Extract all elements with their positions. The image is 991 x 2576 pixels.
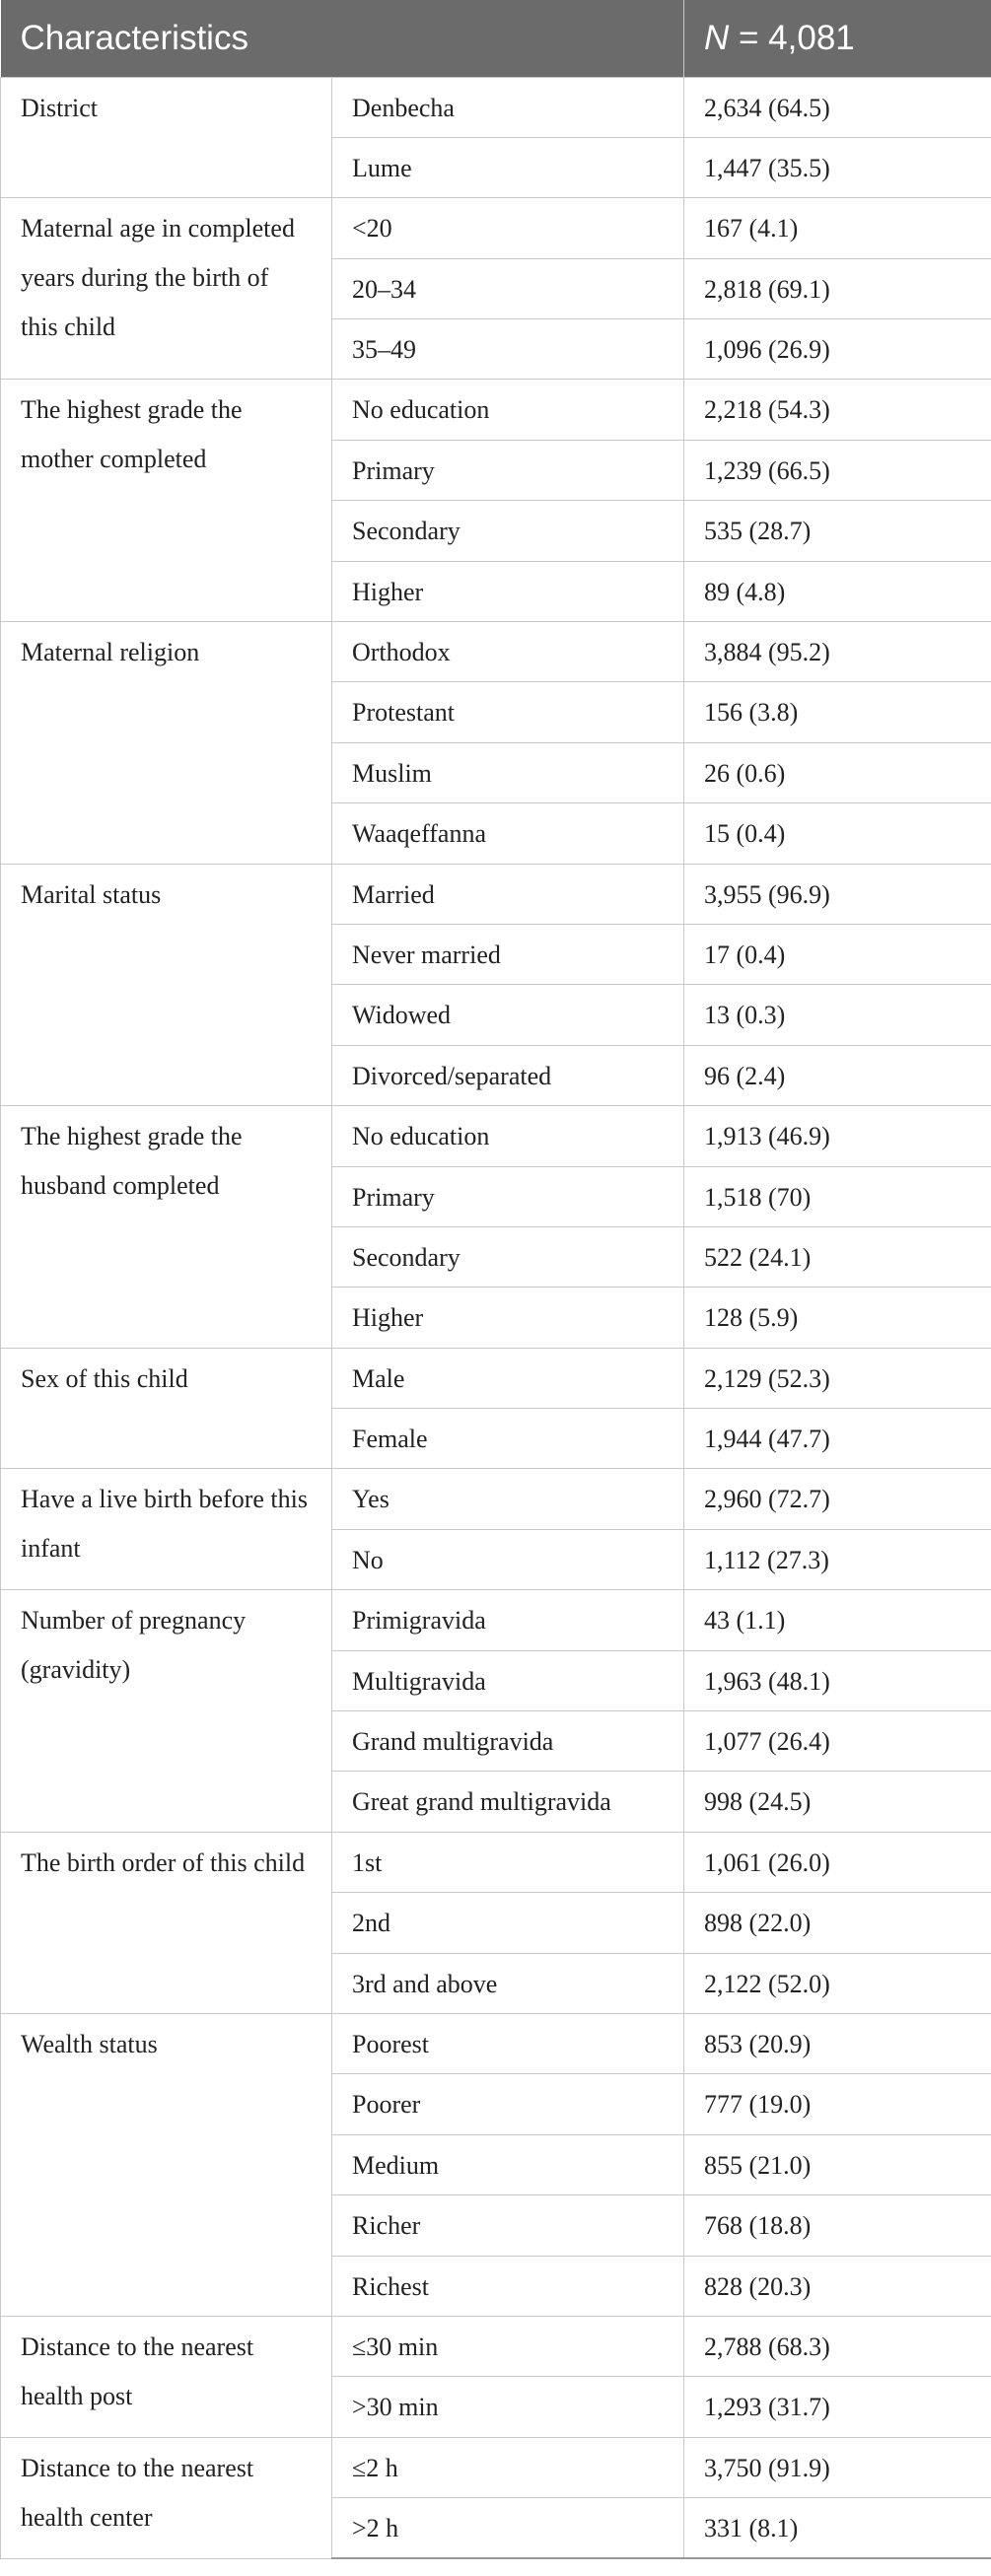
category-cell: Orthodox [332,622,684,682]
category-cell: 3rd and above [332,1953,684,2013]
table-row [1,1590,991,1650]
value-cell: 3,955 (96.9) [684,864,991,924]
value-cell: 26 (0.6) [684,742,991,802]
category-cell: Medium [332,2134,684,2194]
value-cell: 2,818 (69.1) [684,258,991,318]
characteristic-label: Maternal age in completed years during the birth of this child [1,198,332,380]
table-row [1,1348,991,1408]
value-cell: 2,960 (72.7) [684,1469,991,1529]
value-cell: 13 (0.3) [684,985,991,1045]
characteristic-label: Number of pregnancy (gravidity) [1,1590,332,1833]
value-cell: 1,096 (26.9) [684,319,991,380]
value-cell: 96 (2.4) [684,1045,991,1105]
category-cell: Married [332,864,684,924]
category-cell: Female [332,1409,684,1469]
category-cell: Poorer [332,2074,684,2134]
value-cell: 2,129 (52.3) [684,1348,991,1408]
characteristic-label: Sex of this child [1,1348,332,1469]
value-cell: 998 (24.5) [684,1772,991,1832]
category-cell: Great grand multigravida [332,1772,684,1832]
value-cell: 522 (24.1) [684,1226,991,1287]
value-cell: 43 (1.1) [684,1590,991,1650]
value-cell: 898 (22.0) [684,1893,991,1953]
category-cell: <20 [332,198,684,258]
table-body [1,77,991,2558]
table-row [1,1832,991,1892]
value-cell: 828 (20.3) [684,2256,991,2316]
table-row [1,1106,991,1166]
value-cell: 1,913 (46.9) [684,1106,991,1166]
category-cell: Richest [332,2256,684,2316]
value-cell: 2,218 (54.3) [684,380,991,440]
characteristic-label: District [1,77,332,198]
characteristic-label: Have a live birth before this infant [1,1469,332,1590]
category-cell: ≤30 min [332,2316,684,2376]
value-cell: 3,884 (95.2) [684,622,991,682]
value-cell: 777 (19.0) [684,2074,991,2134]
characteristic-label: Distance to the nearest health center [1,2437,332,2558]
value-cell: 17 (0.4) [684,924,991,984]
category-cell: Richer [332,2195,684,2256]
category-cell: Male [332,1348,684,1408]
category-cell: 2nd [332,1893,684,1953]
header-n-symbol: N [704,18,730,57]
value-cell: 535 (28.7) [684,501,991,561]
value-cell: 1,061 (26.0) [684,1832,991,1892]
value-cell: 1,112 (27.3) [684,1529,991,1589]
value-cell: 331 (8.1) [684,2498,991,2558]
category-cell: Lume [332,137,684,197]
header-n-value: = 4,081 [729,18,855,57]
table-row [1,864,991,924]
category-cell: Grand multigravida [332,1711,684,1772]
table-row [1,77,991,137]
category-cell: Waaqeffanna [332,803,684,864]
value-cell: 128 (5.9) [684,1288,991,1348]
value-cell: 855 (21.0) [684,2134,991,2194]
characteristic-label: The highest grade the husband completed [1,1106,332,1349]
value-cell: 1,963 (48.1) [684,1650,991,1710]
table-header-row [1,0,991,77]
category-cell: Primary [332,440,684,500]
category-cell: 20–34 [332,258,684,318]
value-cell: 1,239 (66.5) [684,440,991,500]
category-cell: Secondary [332,1226,684,1287]
category-cell: Primigravida [332,1590,684,1650]
value-cell: 3,750 (91.9) [684,2437,991,2497]
header-characteristics: Characteristics [1,0,684,77]
category-cell: Poorest [332,2014,684,2074]
category-cell: Protestant [332,682,684,742]
category-cell: ≤2 h [332,2437,684,2497]
value-cell: 1,077 (26.4) [684,1711,991,1772]
table-row [1,2437,991,2497]
table-row [1,1469,991,1529]
table-row [1,2316,991,2376]
category-cell: No education [332,1106,684,1166]
category-cell: Yes [332,1469,684,1529]
value-cell: 1,518 (70) [684,1166,991,1226]
category-cell: Higher [332,561,684,621]
characteristic-label: Marital status [1,864,332,1106]
category-cell: Multigravida [332,1650,684,1710]
value-cell: 2,634 (64.5) [684,77,991,137]
value-cell: 156 (3.8) [684,682,991,742]
category-cell: No [332,1529,684,1589]
characteristic-label: Wealth status [1,2014,332,2317]
header-sample-size [684,0,991,77]
value-cell: 1,293 (31.7) [684,2377,991,2437]
value-cell: 89 (4.8) [684,561,991,621]
category-cell: >2 h [332,2498,684,2558]
table-row [1,198,991,258]
category-cell: No education [332,380,684,440]
value-cell: 853 (20.9) [684,2014,991,2074]
value-cell: 167 (4.1) [684,198,991,258]
category-cell: Divorced/separated [332,1045,684,1105]
value-cell: 15 (0.4) [684,803,991,864]
category-cell: Widowed [332,985,684,1045]
value-cell: 2,122 (52.0) [684,1953,991,2013]
category-cell: Never married [332,924,684,984]
characteristic-label: The highest grade the mother completed [1,380,332,622]
category-cell: Higher [332,1288,684,1348]
characteristic-label: Distance to the nearest health post [1,2316,332,2437]
category-cell: Primary [332,1166,684,1226]
category-cell: Denbecha [332,77,684,137]
category-cell: 35–49 [332,319,684,380]
category-cell: Secondary [332,501,684,561]
value-cell: 1,447 (35.5) [684,137,991,197]
category-cell: >30 min [332,2377,684,2437]
table-row [1,2014,991,2074]
category-cell: 1st [332,1832,684,1892]
characteristic-label: Maternal religion [1,622,332,865]
table-row [1,380,991,440]
value-cell: 768 (18.8) [684,2195,991,2256]
table-row [1,622,991,682]
category-cell: Muslim [332,742,684,802]
characteristic-label: The birth order of this child [1,1832,332,2013]
value-cell: 1,944 (47.7) [684,1409,991,1469]
value-cell: 2,788 (68.3) [684,2316,991,2376]
